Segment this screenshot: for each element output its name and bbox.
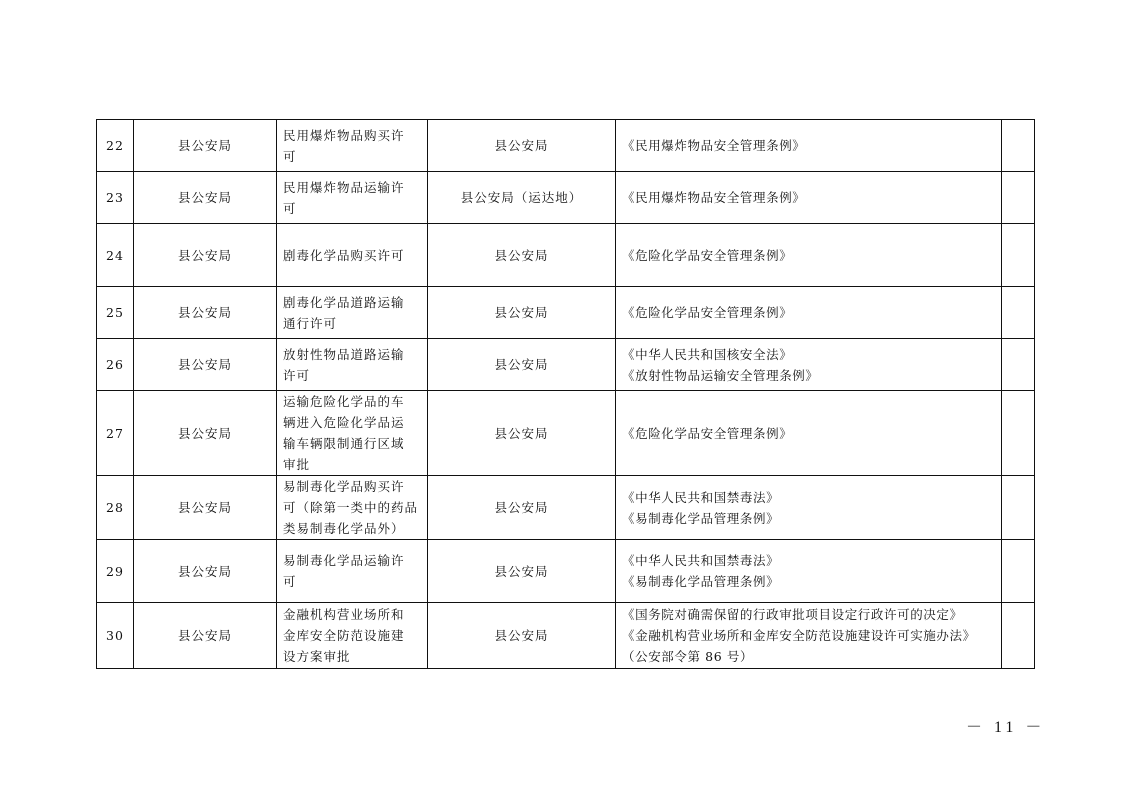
row-number-cell: 29: [97, 540, 134, 603]
department-cell: 县公安局: [134, 603, 277, 669]
department-cell: 县公安局: [134, 476, 277, 540]
remarks-cell: [1002, 339, 1035, 391]
legal-basis-line: 《中华人民共和国核安全法》: [622, 346, 793, 362]
implementing-agency-cell: 县公安局: [428, 391, 616, 476]
table-row: [97, 120, 1035, 172]
remarks-cell: [1002, 172, 1035, 224]
permit-item-line: 设方案审批: [283, 649, 351, 664]
table-row: [97, 172, 1035, 224]
permit-item-cell: [277, 287, 428, 339]
permit-item-line: 剧毒化学品购买许可: [283, 247, 405, 263]
row-number-cell: 25: [97, 287, 134, 339]
permit-item-cell: [277, 540, 428, 603]
legal-basis-line: 《国务院对确需保留的行政审批项目设定行政许可的决定》: [622, 607, 963, 622]
remarks-cell: [1002, 603, 1035, 669]
department-cell: 县公安局: [134, 224, 277, 287]
implementing-agency-cell: 县公安局: [428, 339, 616, 391]
implementing-agency-cell: 县公安局: [428, 476, 616, 540]
implementing-agency-cell: 县公安局（运达地）: [428, 172, 616, 224]
permit-item-line: 审批: [283, 457, 311, 472]
department-cell: 县公安局: [134, 172, 277, 224]
row-number-cell: 22: [97, 120, 134, 172]
legal-basis-line: 《民用爆炸物品安全管理条例》: [622, 138, 806, 153]
permit-item-line: 可: [283, 574, 297, 589]
row-number-cell: 28: [97, 476, 134, 540]
implementing-agency-cell: 县公安局: [428, 540, 616, 603]
permit-item-line: 类易制毒化学品外）: [283, 521, 405, 536]
legal-basis-cell: [616, 224, 1002, 287]
permit-item-line: 辆进入危险化学品运: [283, 415, 405, 430]
legal-basis-cell: [616, 339, 1002, 391]
remarks-cell: [1002, 391, 1035, 476]
legal-basis-line: 《易制毒化学品管理条例》: [622, 574, 780, 589]
permit-item-line: 民用爆炸物品运输许: [283, 179, 405, 195]
legal-basis-line: 《民用爆炸物品安全管理条例》: [622, 190, 806, 205]
row-number-cell: 26: [97, 339, 134, 391]
department-cell: 县公安局: [134, 287, 277, 339]
department-cell: 县公安局: [134, 391, 277, 476]
remarks-cell: [1002, 120, 1035, 172]
permit-item-line: 输车辆限制通行区域: [283, 436, 405, 451]
row-number-cell: 23: [97, 172, 134, 224]
permit-item-line: 可（除第一类中的药品: [283, 500, 419, 515]
department-cell: 县公安局: [134, 540, 277, 603]
table-row: [97, 339, 1035, 391]
permit-item-line: 金库安全防范设施建: [283, 628, 405, 643]
permit-item-cell: [277, 172, 428, 224]
table-row: [97, 287, 1035, 339]
legal-basis-cell: [616, 172, 1002, 224]
table-body: [97, 120, 1035, 669]
permit-item-cell: [277, 120, 428, 172]
legal-basis-line: 《中华人民共和国禁毒法》: [622, 489, 780, 505]
implementing-agency-cell: 县公安局: [428, 224, 616, 287]
legal-basis-line: 《危险化学品安全管理条例》: [622, 425, 793, 441]
legal-basis-line: 《危险化学品安全管理条例》: [622, 247, 793, 263]
legal-basis-cell: [616, 603, 1002, 669]
remarks-cell: [1002, 476, 1035, 540]
department-cell: 县公安局: [134, 339, 277, 391]
row-number-cell: 30: [97, 603, 134, 669]
permit-item-line: 运输危险化学品的车: [283, 394, 405, 409]
implementing-agency-cell: 县公安局: [428, 120, 616, 172]
row-number-cell: 27: [97, 391, 134, 476]
permit-item-line: 通行许可: [283, 315, 338, 331]
legal-basis-line: 《易制毒化学品管理条例》: [622, 510, 780, 526]
legal-basis-line: 《放射性物品运输安全管理条例》: [622, 367, 819, 383]
permit-item-cell: [277, 603, 428, 669]
permit-item-cell: [277, 339, 428, 391]
permit-item-cell: [277, 391, 428, 476]
permit-item-line: 易制毒化学品购买许: [283, 479, 405, 494]
legal-basis-line: 《金融机构营业场所和金库安全防范设施建设许可实施办法》: [622, 628, 976, 643]
table-row: [97, 224, 1035, 287]
remarks-cell: [1002, 224, 1035, 287]
legal-basis-cell: [616, 391, 1002, 476]
legal-basis-cell: [616, 476, 1002, 540]
implementing-agency-cell: 县公安局: [428, 603, 616, 669]
permit-item-cell: [277, 224, 428, 287]
implementing-agency-cell: 县公安局: [428, 287, 616, 339]
legal-basis-cell: [616, 120, 1002, 172]
permit-item-cell: [277, 476, 428, 540]
permit-item-line: 剧毒化学品道路运输: [283, 294, 405, 310]
permit-item-line: 许可: [283, 367, 311, 383]
permit-item-line: 民用爆炸物品购买许: [283, 127, 405, 143]
legal-basis-line: （公安部令第 86 号）: [622, 649, 754, 664]
permit-item-line: 金融机构营业场所和: [283, 607, 405, 622]
permit-item-line: 放射性物品道路运输: [283, 346, 405, 362]
permit-table: [96, 119, 1035, 669]
row-number-cell: 24: [97, 224, 134, 287]
table-row: [97, 603, 1035, 669]
legal-basis-line: 《中华人民共和国禁毒法》: [622, 553, 780, 568]
page-number: － 11 －: [966, 719, 1046, 736]
department-cell: 县公安局: [134, 120, 277, 172]
legal-basis-cell: [616, 287, 1002, 339]
table-row: [97, 540, 1035, 603]
permit-item-line: 可: [283, 200, 297, 216]
permit-item-line: 可: [283, 148, 297, 164]
table-row: [97, 391, 1035, 476]
remarks-cell: [1002, 287, 1035, 339]
permit-item-line: 易制毒化学品运输许: [283, 553, 405, 568]
table-row: [97, 476, 1035, 540]
remarks-cell: [1002, 540, 1035, 603]
legal-basis-cell: [616, 540, 1002, 603]
legal-basis-line: 《危险化学品安全管理条例》: [622, 305, 793, 320]
